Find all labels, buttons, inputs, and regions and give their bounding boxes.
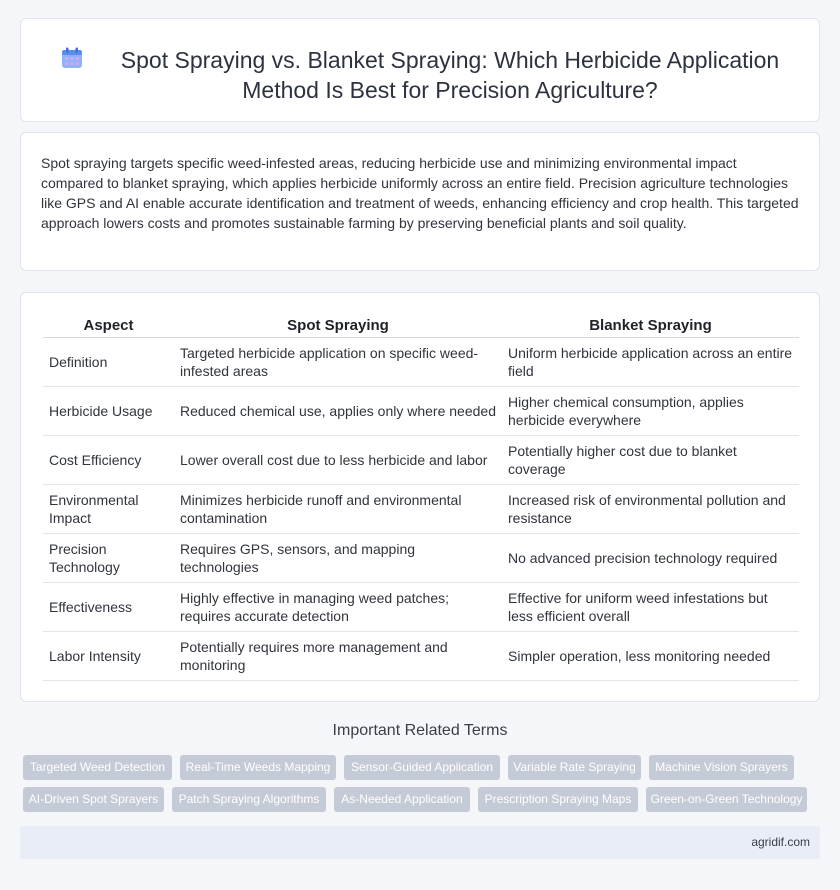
- header-spot-spraying: Spot Spraying: [174, 315, 502, 338]
- intro-paragraph: Spot spraying targets specific weed-infested areas, reducing herbicide use and minimizing environmental impact compared to blanket spraying, which applies herbicide uniformly across an entire field. Precision agriculture technologies like GPS and AI enable accurate identification and treatment of weeds, enhancing efficiency and crop health. This targeted approach lowers costs and promotes sustainable farming by preserving beneficial plants and soil quality.: [41, 155, 799, 231]
- comparison-table-card: [20, 292, 820, 702]
- blanket-cell: Increased risk of environmental pollution and resistance: [502, 485, 799, 534]
- table-row: [43, 338, 799, 387]
- table-row: [43, 436, 799, 485]
- spot-cell: Targeted herbicide application on specific weed-infested areas: [174, 338, 502, 387]
- footer-bar: [20, 826, 820, 859]
- related-tag[interactable]: Prescription Spraying Maps: [478, 787, 638, 812]
- related-tag[interactable]: Patch Spraying Algorithms: [172, 787, 326, 812]
- blanket-cell: Effective for uniform weed infestations but less efficient overall: [502, 583, 799, 632]
- blanket-cell: Simpler operation, less monitoring needed: [502, 632, 799, 681]
- blanket-cell: Higher chemical consumption, applies herbicide everywhere: [502, 387, 799, 436]
- spot-cell: Requires GPS, sensors, and mapping technologies: [174, 534, 502, 583]
- blanket-cell: Potentially higher cost due to blanket coverage: [502, 436, 799, 485]
- spot-cell: Minimizes herbicide runoff and environmental contamination: [174, 485, 502, 534]
- table-header-row: [43, 315, 799, 338]
- related-tag[interactable]: Machine Vision Sprayers: [649, 755, 794, 780]
- calendar-grid-icon: [61, 47, 83, 69]
- related-tag[interactable]: Green-on-Green Technology: [646, 787, 807, 812]
- header-blanket-spraying: Blanket Spraying: [502, 315, 799, 338]
- comparison-table: [43, 315, 799, 681]
- aspect-cell: Environmental Impact: [43, 485, 174, 534]
- spot-cell: Reduced chemical use, applies only where needed: [174, 387, 502, 436]
- related-tag[interactable]: Real-Time Weeds Mapping: [180, 755, 336, 780]
- title-card: [20, 18, 820, 122]
- intro-card: [20, 132, 820, 271]
- blanket-cell: Uniform herbicide application across an entire field: [502, 338, 799, 387]
- aspect-cell: Precision Technology: [43, 534, 174, 583]
- aspect-cell: Labor Intensity: [43, 632, 174, 681]
- blanket-cell: No advanced precision technology required: [502, 534, 799, 583]
- page-title: Spot Spraying vs. Blanket Spraying: Which Herbicide Application Method Is Best for Precision Agriculture?: [120, 47, 780, 103]
- aspect-cell: Herbicide Usage: [43, 387, 174, 436]
- aspect-cell: Cost Efficiency: [43, 436, 174, 485]
- table-row: [43, 632, 799, 681]
- aspect-cell: Definition: [43, 338, 174, 387]
- spot-cell: Highly effective in managing weed patches; requires accurate detection: [174, 583, 502, 632]
- related-tag[interactable]: AI-Driven Spot Sprayers: [23, 787, 164, 812]
- footer-site-link[interactable]: agridif.com: [751, 835, 810, 849]
- table-row: [43, 387, 799, 436]
- table-row: [43, 534, 799, 583]
- related-tag[interactable]: Targeted Weed Detection: [23, 755, 172, 780]
- related-terms-title: Important Related Terms: [332, 722, 508, 739]
- aspect-cell: Effectiveness: [43, 583, 174, 632]
- related-tag[interactable]: Variable Rate Spraying: [508, 755, 641, 780]
- table-row: [43, 485, 799, 534]
- table-row: [43, 583, 799, 632]
- spot-cell: Potentially requires more management and monitoring: [174, 632, 502, 681]
- related-tag[interactable]: Sensor-Guided Application: [344, 755, 500, 780]
- spot-cell: Lower overall cost due to less herbicide and labor: [174, 436, 502, 485]
- header-aspect: Aspect: [43, 315, 174, 338]
- related-tag[interactable]: As-Needed Application: [334, 787, 470, 812]
